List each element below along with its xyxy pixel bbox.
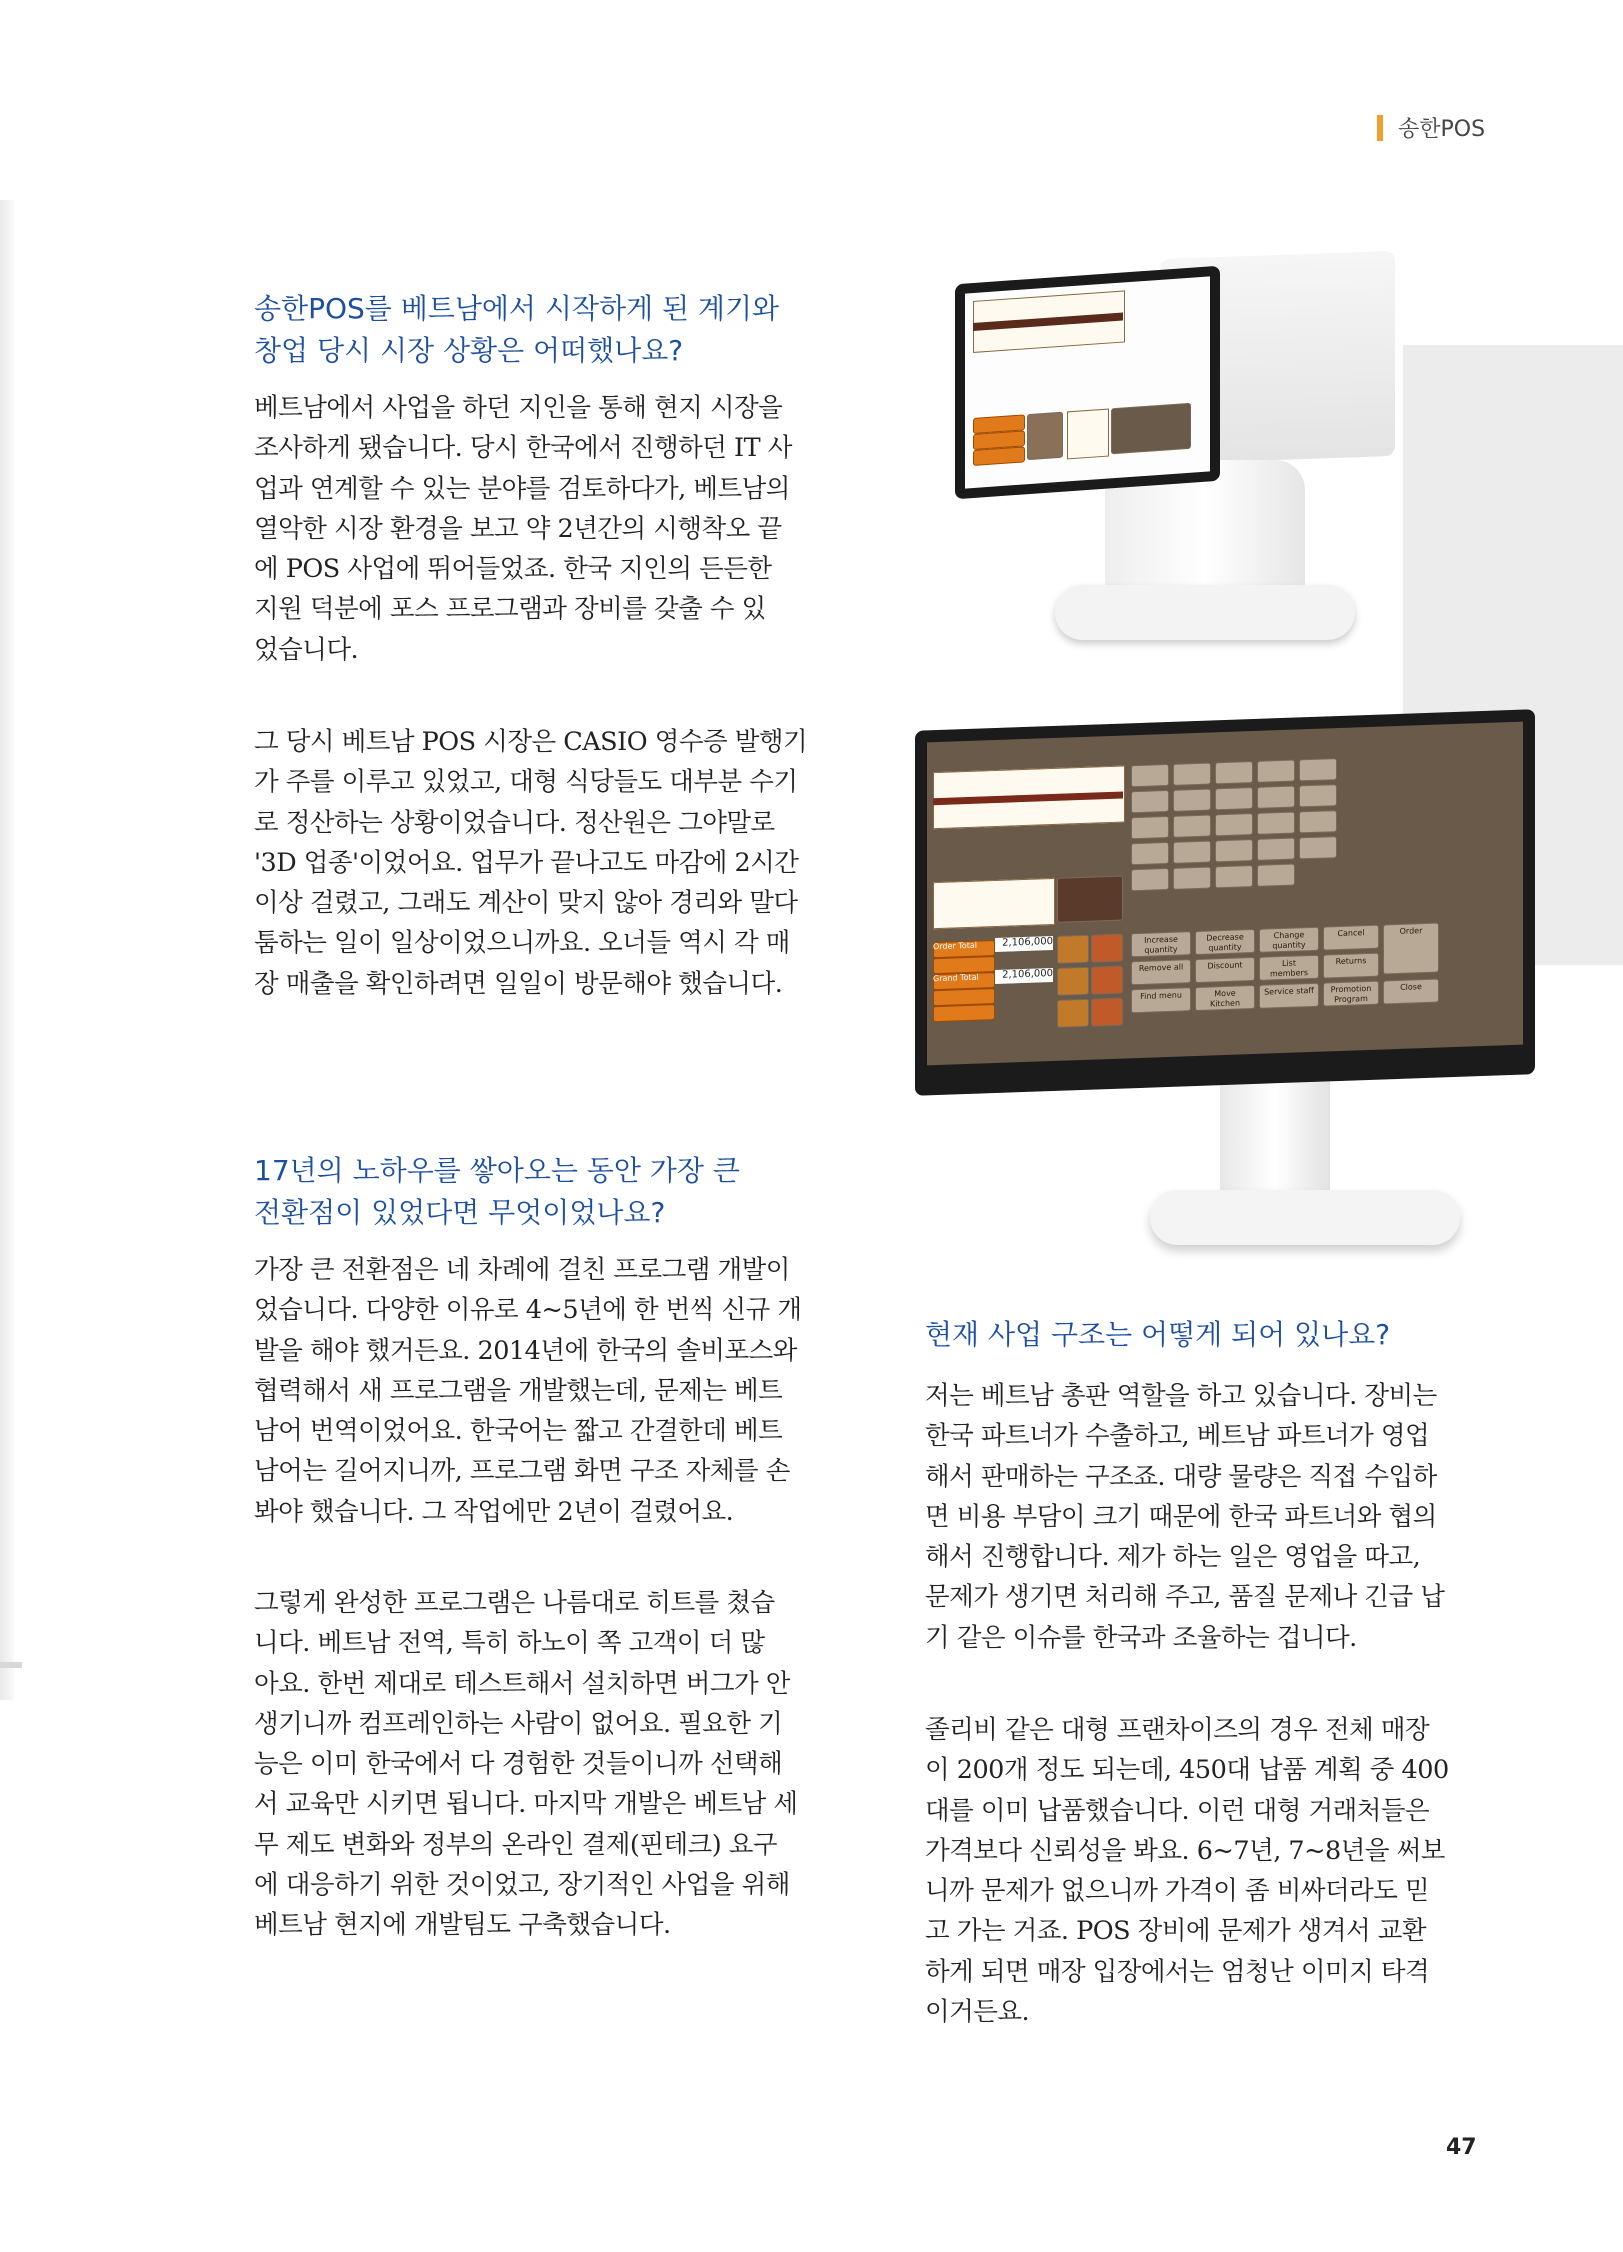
pos-terminal-small-image <box>955 255 1405 645</box>
service-staff-button: Service staff <box>1259 983 1319 1009</box>
grand-total-label: Grand Total <box>933 972 979 984</box>
find-menu-button: Find menu <box>1131 987 1191 1013</box>
page-edge-shading <box>0 200 14 1700</box>
answer-1-paragraph-1: 베트남에서 사업을 하던 지인을 통해 현지 시장을 조사하게 됐습니다. 당시 한국에서 진행하던 IT 사 업과 연계할 수 있는 분야를 검토하다가, 베트남의 열악한 시장 환경을 보고 약 2년간의 시행착오 끝 에 POS 사업에 뛰어들었죠. 한국 지인의 든든한 지원 덕분에 포스 프로그램과 장비를 갖출 수 있 었습니다. <box>254 393 792 665</box>
pos-large-screen <box>915 709 1535 1096</box>
answer-1-paragraph-2: 그 당시 베트남 POS 시장은 CASIO 영수증 발행기 가 주를 이루고 있었고, 대형 식당들도 대부분 수기 로 정산하는 상황이었습니다. 정산원은 그야말로 '3D 업종'이었어요. 업무가 끝나고도 마감에 2시간 이상 걸렸고, 그래도 계산이 맞지 않아 경리와 말다 툼하는 일이 일상이었으니까요. 오너들 역시 각 매 장 매출을 확인하려면 일일이 방문해야 했습니다. <box>254 727 808 999</box>
close-button: Close <box>1383 979 1439 1005</box>
answer-2-paragraph-1: 가장 큰 전환점은 네 차례에 걸친 프로그램 개발이 었습니다. 다양한 이유로 4~5년에 한 번씩 신규 개 발을 해야 했거든요. 2014년에 한국의 솔비포스와 협력해서 새 프로그램을 개발했는데, 문제는 베트 남어 번역이었어요. 한국어는 짧고 간결한데 베트 남어는 길어지니까, 프로그램 화면 구조 자체를 손 봐야 했습니다. 그 작업에만 2년이 걸렸어요. <box>254 1255 802 1527</box>
answer-2-paragraph-2: 그렇게 완성한 프로그램은 나름대로 히트를 쳤습 니다. 베트남 전역, 특히 하노이 쪽 고객이 더 많 아요. 한번 제대로 테스트해서 설치하면 버그가 안 생기니까 컴프레인하는 사람이 없어요. 필요한 기 능은 이미 한국에서 다 경험한 것들이니까 선택해 서 교육만 시키면 됩니다. 마지막 개발은 베트남 세 무 제도 변화와 정부의 온라인 결제(핀테크) 요구 에 대응하기 위한 것이었고, 장기적인 사업을 위해 베트남 현지에 개발팀도 구축했습니다. <box>254 1588 798 1941</box>
list-members-button: List members <box>1259 955 1319 981</box>
answer-3-paragraph-1: 저는 베트남 총판 역할을 하고 있습니다. 장비는 한국 파트너가 수출하고, 베트남 파트너가 영업 해서 판매하는 구조죠. 대량 물량은 직접 수입하 면 비용 부담이 크기 때문에 한국 파트너와 협의 해서 진행합니다. 제가 하는 일은 영업을 따고, 문제가 생기면 처리해 주고, 품질 문제나 긴급 납 기 같은 이슈를 한국과 조율하는 겁니다. <box>925 1381 1445 1653</box>
section-header: 송한POS <box>1398 117 1486 142</box>
pos-small-base <box>1055 585 1355 640</box>
discount-button: Discount <box>1195 957 1255 983</box>
header-accent-bar <box>1377 115 1383 141</box>
page-number: 47 <box>1446 2135 1477 2160</box>
increase-quantity-button: Increase quantity <box>1131 931 1191 957</box>
order-total-label: Order Total <box>933 940 977 952</box>
order-total-value: 2,106,000 <box>995 936 1053 952</box>
returns-button: Returns <box>1323 953 1379 979</box>
promotion-program-button: Promotion Program <box>1323 981 1379 1007</box>
page-edge-tick <box>0 1662 22 1668</box>
decrease-quantity-button: Decrease quantity <box>1195 929 1255 955</box>
cancel-button: Cancel <box>1323 925 1379 951</box>
grand-total-value: 2,106,000 <box>995 968 1053 984</box>
question-1: 송한POS를 베트남에서 시작하게 된 계기와 창업 당시 시장 상황은 어떠했나요? <box>254 292 780 367</box>
pos-large-base <box>1150 1190 1460 1245</box>
pos-terminal-large-image <box>915 690 1535 1250</box>
answer-3-paragraph-2: 졸리비 같은 대형 프랜차이즈의 경우 전체 매장 이 200개 정도 되는데, 450대 납품 계획 중 400 대를 이미 납품했습니다. 이런 대형 거래처들은 가격보다 신뢰성을 봐요. 6~7년, 7~8년을 써보 니까 문제가 없으니까 가격이 좀 비싸더라도 믿 고 가는 거죠. POS 장비에 문제가 생겨서 교환 하게 되면 매장 입장에서는 엄청난 이미지 타격 이거든요. <box>925 1715 1449 2028</box>
question-2: 17년의 노하우를 쌓아오는 동안 가장 큰 전환점이 있었다면 무엇이었나요? <box>254 1154 740 1229</box>
remove-all-button: Remove all <box>1131 959 1191 985</box>
order-button: Order <box>1383 923 1439 975</box>
move-kitchen-button: Move Kitchen <box>1195 985 1255 1011</box>
question-3: 현재 사업 구조는 어떻게 되어 있나요? <box>925 1318 1391 1351</box>
pos-small-screen <box>955 266 1220 500</box>
change-quantity-button: Change quantity <box>1259 927 1319 953</box>
